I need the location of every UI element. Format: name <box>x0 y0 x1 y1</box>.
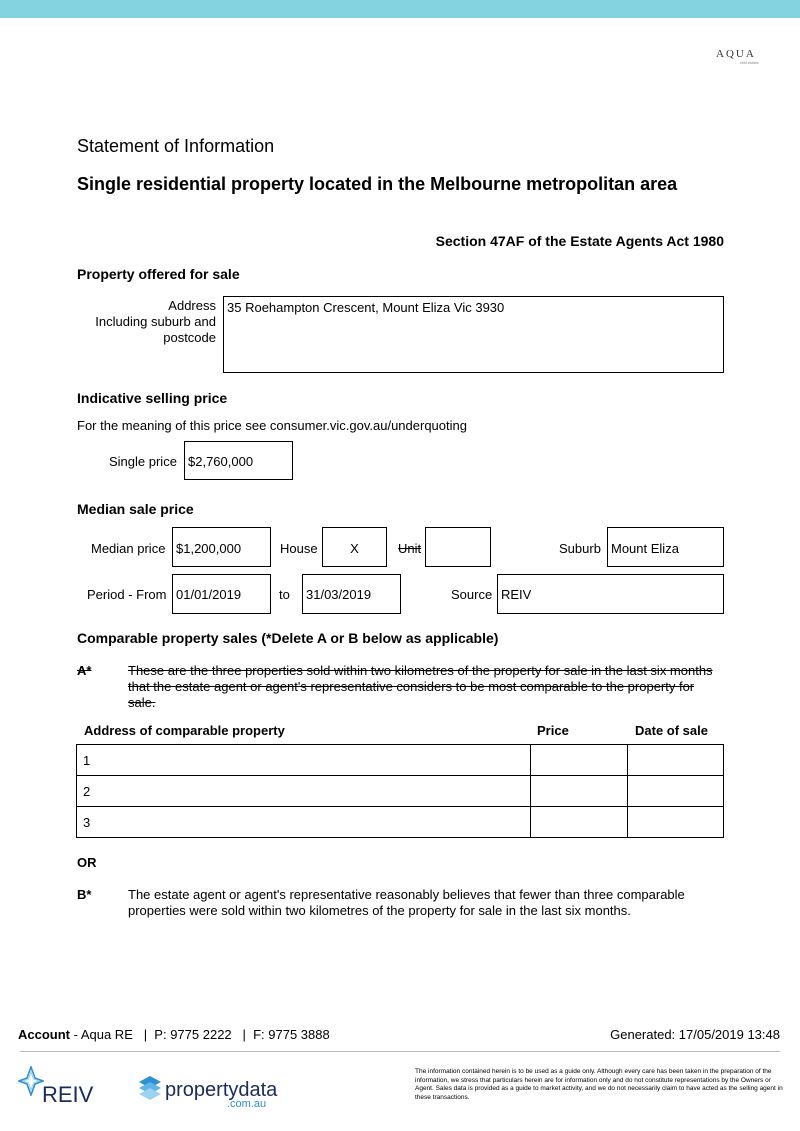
unit-field[interactable] <box>425 527 491 567</box>
option-b-text: The estate agent or agent's representative reasonably believes that fewer than three comparable properties were sold within two kilometres of the property for sale in the last six months. <box>128 887 685 918</box>
footer-divider <box>20 1051 780 1052</box>
period-to-field[interactable]: 31/03/2019 <box>302 574 401 614</box>
unit-label: Unit <box>398 541 422 556</box>
footer-disclaimer: The information contained herein is to be used as a guide only. Although every care has been taken in the preparation of the information, we stress that particulars herein are for information only and do not constitute representations by the Owners or Agent. Sales data is provided as a guide to market activity, and we do not necessarily claim to have acted as the selling agent in these transactions. <box>415 1068 783 1101</box>
address-field[interactable]: 35 Roehampton Crescent, Mount Eliza Vic 3930 <box>223 296 724 373</box>
address-label-line2: Including suburb and <box>95 314 216 329</box>
option-a-text: These are the three properties sold within two kilometres of the property for sale in the last six months that the estate agent or agent's representative considers to be most comparable to the property for sale. <box>128 663 713 710</box>
source-field[interactable]: REIV <box>497 574 724 614</box>
option-b-marker: B* <box>77 887 92 902</box>
period-from-label: Period - From <box>87 587 167 602</box>
table-row <box>77 776 724 807</box>
section-median-price: Median sale price <box>77 501 194 517</box>
median-price-field[interactable]: $1,200,000 <box>172 527 271 567</box>
propertydata-logo-domain: .com.au <box>227 1098 267 1110</box>
comparable-price-cell[interactable] <box>531 745 628 776</box>
agency-logo-sub: real estate <box>740 60 759 65</box>
agency-logo: AQUA <box>716 48 756 60</box>
comparable-date-cell[interactable] <box>628 745 724 776</box>
comparable-date-cell[interactable] <box>628 807 724 838</box>
comparable-address-cell[interactable]: 1 <box>77 745 531 776</box>
single-price-field[interactable]: $2,760,000 <box>184 441 293 480</box>
table-row <box>77 745 724 776</box>
median-price-label: Median price <box>91 541 166 556</box>
account-details: - Aqua RE | P: 9775 2222 | F: 9775 3888 <box>70 1027 330 1042</box>
period-from-field[interactable]: 01/01/2019 <box>172 574 271 614</box>
house-label: House <box>280 541 318 556</box>
col-address-header: Address of comparable property <box>84 723 285 738</box>
single-price-label: Single price <box>109 454 177 469</box>
reiv-star-icon <box>18 1066 44 1096</box>
house-field[interactable]: X <box>322 527 387 567</box>
comparable-address-cell[interactable]: 2 <box>77 776 531 807</box>
table-row <box>77 807 724 838</box>
document-heading: Single residential property located in the Melbourne metropolitan area <box>77 174 678 194</box>
period-to-label: to <box>279 587 290 602</box>
footer-account <box>18 1027 330 1042</box>
propertydata-logo-text: propertydata <box>165 1079 278 1101</box>
col-price-header: Price <box>537 723 569 738</box>
section-comparable-sales: Comparable property sales (*Delete A or B below as applicable) <box>77 630 499 646</box>
document-title: Statement of Information <box>77 136 275 156</box>
section-indicative-price: Indicative selling price <box>77 390 228 406</box>
underquoting-note: For the meaning of this price see consumer.vic.gov.au/underquoting <box>77 418 467 433</box>
suburb-label: Suburb <box>559 541 601 556</box>
or-separator: OR <box>77 855 97 870</box>
address-label-line3: postcode <box>163 330 216 345</box>
top-color-bar <box>0 0 800 18</box>
comparable-address-cell[interactable]: 3 <box>77 807 531 838</box>
suburb-field[interactable]: Mount Eliza <box>607 527 724 567</box>
comparable-date-cell[interactable] <box>628 776 724 807</box>
option-a-marker: A* <box>77 663 92 678</box>
comparable-price-cell[interactable] <box>531 776 628 807</box>
reiv-logo-text: REIV <box>42 1082 94 1107</box>
comparable-sales-table <box>76 744 724 838</box>
col-date-header: Date of sale <box>635 723 708 738</box>
address-label-line1: Address <box>168 298 216 313</box>
propertydata-logo-icon <box>137 1074 163 1104</box>
act-reference: Section 47AF of the Estate Agents Act 1980 <box>435 233 724 249</box>
account-label: Account <box>18 1027 70 1042</box>
source-label: Source <box>451 587 493 602</box>
comparable-price-cell[interactable] <box>531 807 628 838</box>
generated-timestamp: Generated: 17/05/2019 13:48 <box>610 1027 780 1042</box>
section-property-offered: Property offered for sale <box>77 266 240 282</box>
